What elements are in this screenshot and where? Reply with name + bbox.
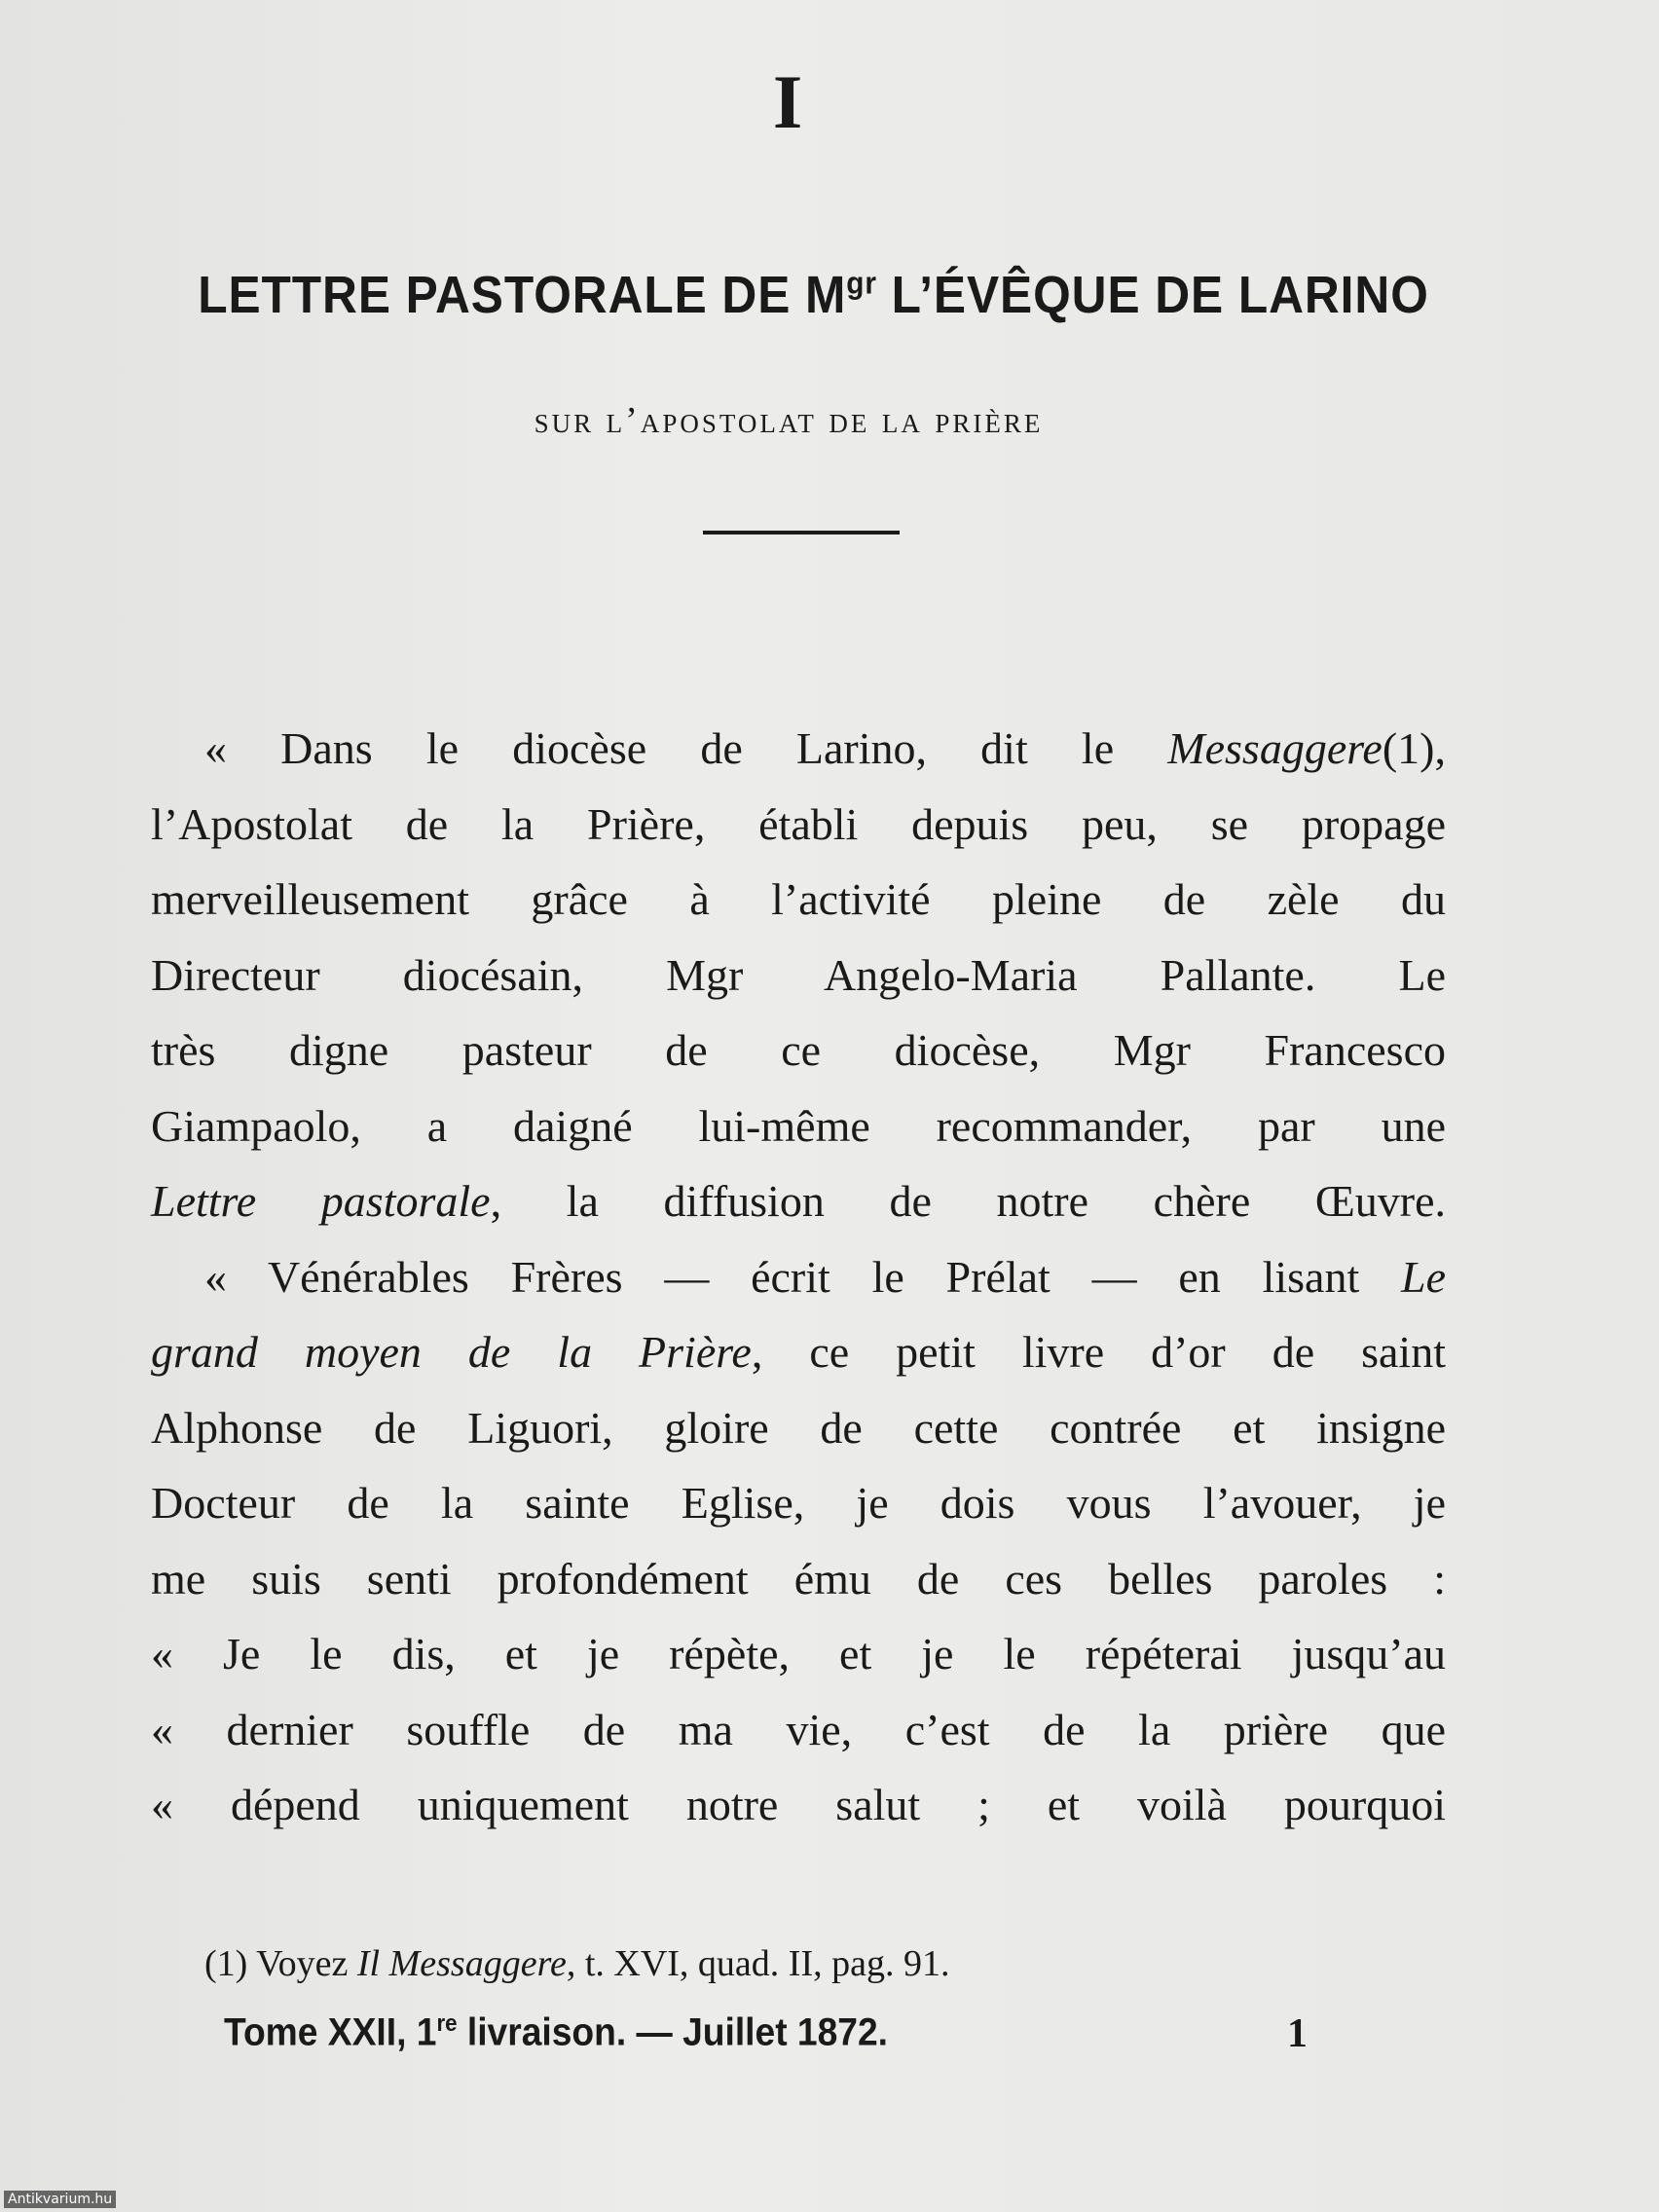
body-line: grand moyen de la Prière, ce petit livre d’or de saint [151, 1327, 1446, 1377]
page-subtitle: sur l’apostolat de la prière [534, 400, 1044, 441]
title-divider [703, 531, 900, 535]
footnote: (1) Voyez Il Messaggere, t. XVI, quad. II, pag. 91. [204, 1943, 950, 1984]
body-line: très digne pasteur de ce diocèse, Mgr Francesco [151, 1025, 1446, 1075]
issue-footer: Tome XXII, 1re livraison. — Juillet 1872. [224, 2010, 889, 2054]
chapter-number: I [772, 59, 805, 144]
page-title [198, 265, 1429, 325]
body-line: « Je le dis, et je répète, et je le répéterai jusqu’au [151, 1629, 1446, 1678]
body-line: Alphonse de Liguori, gloire de cette contrée et insigne [151, 1402, 1446, 1453]
body-line: Directeur diocésain, Mgr Angelo-Maria Pallante. Le [151, 949, 1446, 1000]
body-line: Lettre pastorale, la diffusion de notre chère Œuvre. [151, 1176, 1447, 1226]
page-number: 1 [1287, 2011, 1308, 2056]
body-line: merveilleusement grâce à l’activité pleine de zèle du [151, 874, 1446, 924]
body-line: l’Apostolat de la Prière, établi depuis peu, se propage [151, 798, 1446, 849]
title-rest: L’ÉVÊQUE DE LARINO [876, 266, 1429, 324]
title-main: LETTRE PASTORALE DE M [198, 266, 847, 324]
body-line: Giampaolo, a daigné lui-même recommander, par une [151, 1100, 1446, 1151]
body-line: « dernier souffle de ma vie, c’est de la prière que [151, 1704, 1446, 1754]
body-line: me suis senti profondément ému de ces belles paroles : [151, 1553, 1446, 1604]
body-line: « Vénérables Frères — écrit le Prélat — en lisant Le [204, 1251, 1446, 1302]
watermark: Antikvarium.hu [4, 2191, 116, 2208]
body-text [151, 711, 1446, 1843]
title-superscript: gr [846, 265, 877, 301]
body-line: « dépend uniquement notre salut ; et voilà pourquoi [151, 1780, 1446, 1829]
body-line: Docteur de la sainte Eglise, je dois vous l’avouer, je [151, 1478, 1446, 1528]
body-line: « Dans le diocèse de Larino, dit le Messaggere(1), [204, 723, 1446, 773]
